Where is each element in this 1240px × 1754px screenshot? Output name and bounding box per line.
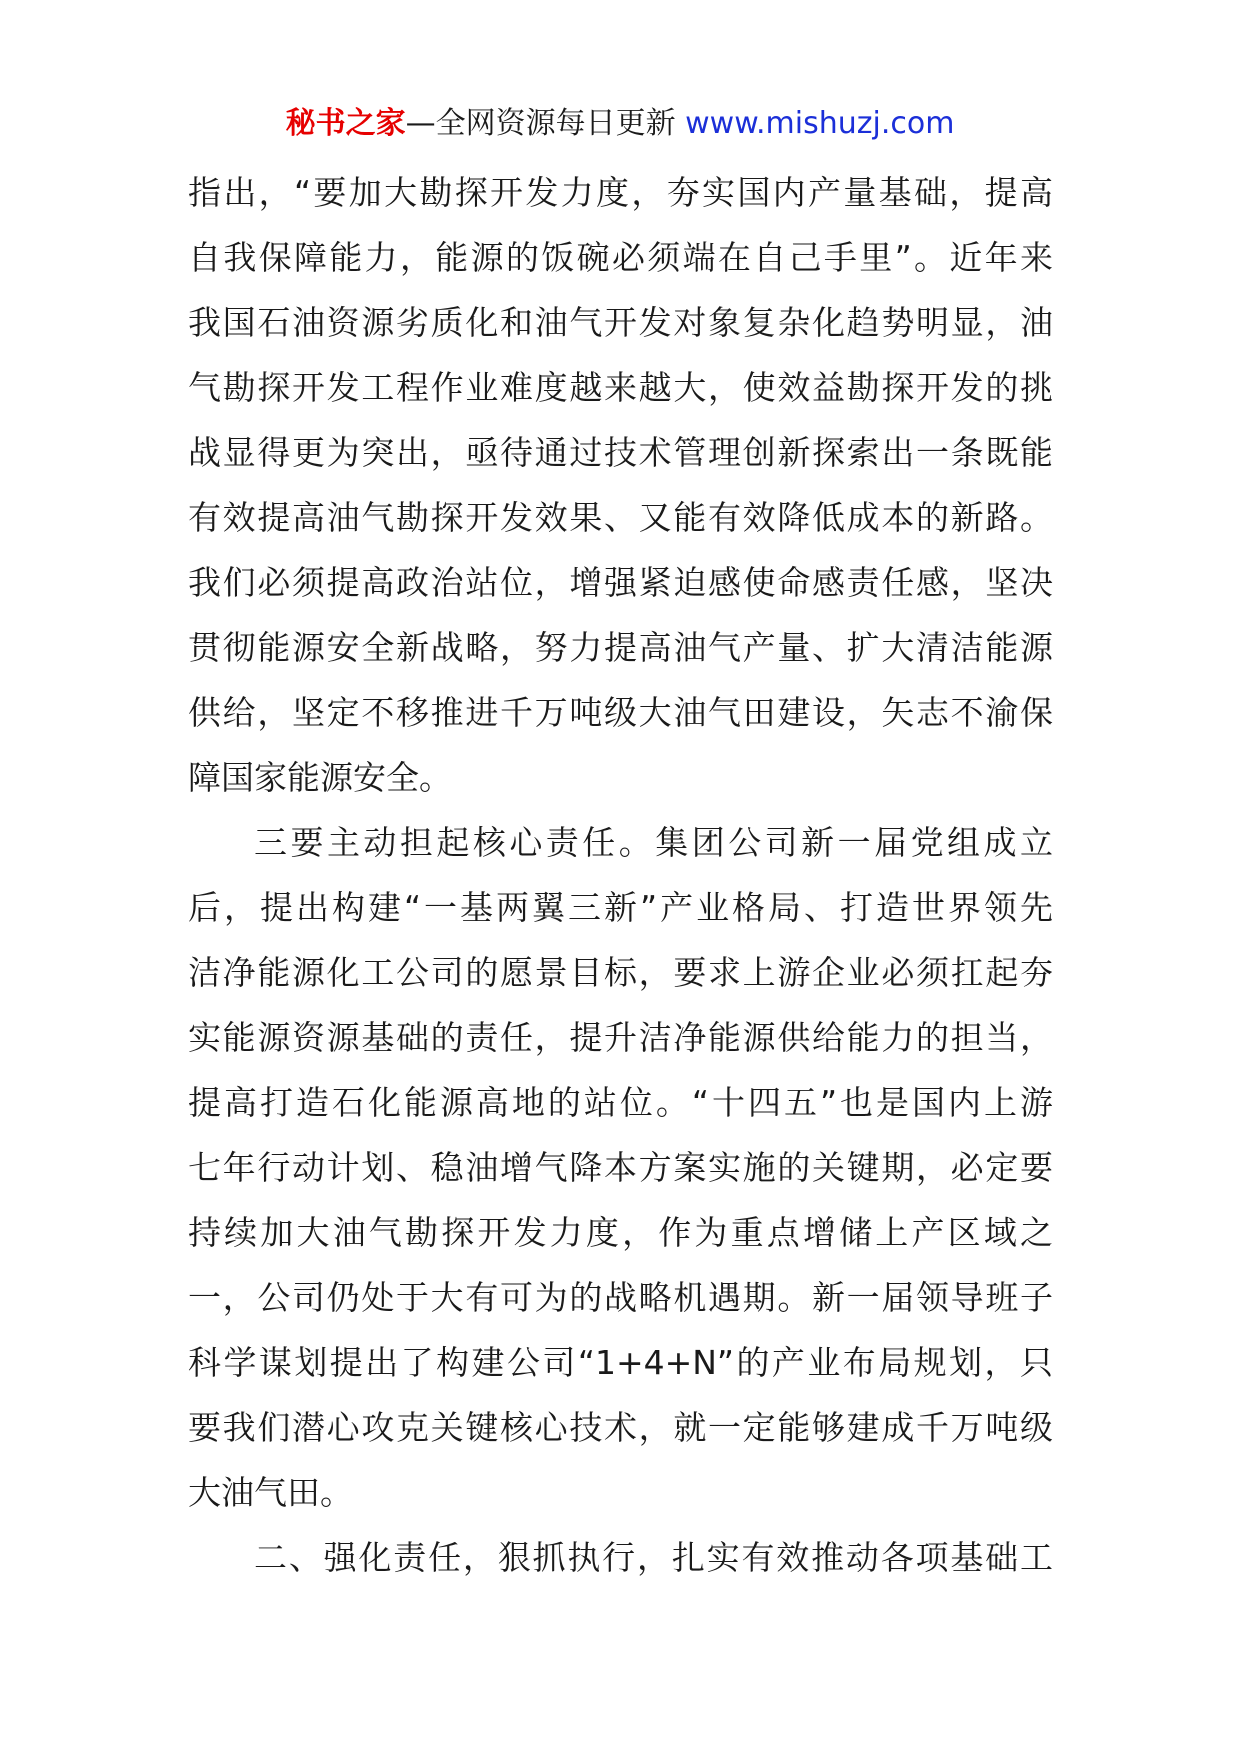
text-line: 提高打造石化能源高地的站位。“十四五”也是国内上游 [188,1083,1053,1122]
text-line: 我们必须提高政治站位，增强紧迫感使命感责任感，坚决 [188,563,1053,602]
text-line: 持续加大油气勘探开发力度，作为重点增储上产区域之 [188,1213,1053,1252]
section-heading: 二、强化责任，狠抓执行，扎实有效推动各项基础工 [254,1538,1053,1577]
text-line: 后，提出构建“一基两翼三新”产业格局、打造世界领先 [188,888,1053,927]
text-line: 一，公司仍处于大有可为的战略机遇期。新一届领导班子 [188,1278,1053,1317]
website-link[interactable]: www.mishuzj.com [685,106,955,141]
text-line: 供给，坚定不移推进千万吨级大油气田建设，矢志不渝保 [188,693,1053,732]
text-line: 大油气田。 [188,1473,353,1512]
text-line: 我国石油资源劣质化和油气开发对象复杂化趋势明显，油 [188,303,1053,342]
text-line: 自我保障能力，能源的饭碗必须端在自己手里”。近年来 [188,238,1053,277]
text-line: 贯彻能源安全新战略，努力提高油气产量、扩大清洁能源 [188,628,1053,667]
brand-name: 秘书之家 [285,106,406,141]
text-line: 障国家能源安全。 [188,758,452,797]
header-slogan: —全网资源每日更新 [405,106,676,141]
text-line: 有效提高油气勘探开发效果、又能有效降低成本的新路。 [188,498,1053,537]
text-line: 战显得更为突出，亟待通过技术管理创新探索出一条既能 [188,433,1053,472]
text-line: 洁净能源化工公司的愿景目标，要求上游企业必须扛起夯 [188,953,1053,992]
text-line: 气勘探开发工程作业难度越来越大，使效益勘探开发的挑 [188,368,1053,407]
document-body [188,160,1053,1590]
text-line: 要我们潜心攻克关键核心技术，就一定能够建成千万吨级 [188,1408,1053,1447]
text-line: 实能源资源基础的责任，提升洁净能源供给能力的担当， [188,1018,1053,1057]
page-header [0,102,1240,146]
text-line: 三要主动担起核心责任。集团公司新一届党组成立 [254,823,1053,862]
text-line: 七年行动计划、稳油增气降本方案实施的关键期，必定要 [188,1148,1053,1187]
text-line: 指出，“要加大勘探开发力度，夯实国内产量基础，提高 [188,173,1053,212]
text-line: 科学谋划提出了构建公司“1+4+N”的产业布局规划，只 [188,1343,1053,1382]
